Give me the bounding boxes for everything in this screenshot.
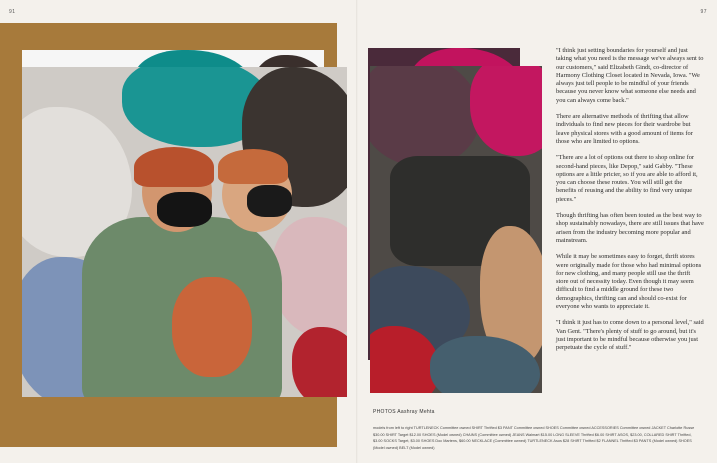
article-paragraph: "There are a lot of options out there to shop online for second-hand pieces, like Depop," said Gabby. "These options are a little pricier, so if you are able to afford it, you can choose these routes. You will still get the benefits of reusing and the ability to find very unique pieces." [556, 154, 698, 203]
photo-credit: PHOTOS Aashray Mehta [373, 409, 435, 415]
left-page-number: 91 [9, 9, 16, 15]
article-text [556, 47, 704, 361]
clothing-credits: models from left to right TURTLENECK Committee owned SHIRT Thrifted $3 PANT Committee owned SHOES Committee owned ACCESSORIES Committee owned JACKET Charlotte Russe $30.00 SHIRT Target $12.00 SHOES (Model owned) CHAINS (Committee owned) JEANS Walmart $15.00 LONG SLEEVE Thrifted $6.00 SHIRT ASOS, $23.00, COLLARED SHIRT Thrifted, $3.00 SOCKS Target, $3.00 SHOES Doc Martens, $60.00 NECKLACE (Committee owned) TURTLENECK Asos $28 SHIRT Thrifted $2 FLANNEL Thrifted $3 PANTS (Model owned) SHOES (Model owned) BELT (Model owned) [373, 426, 695, 450]
article-paragraph: While it may be sometimes easy to forget, thrift stores were originally made for those who had minimal options for new clothing, and many people still use the thrift store out of necessity today. Even though it may seem difficult to find a middle ground for these two demographics, thrifting can and should co-exist for everyone who wants to appreciate it. [556, 253, 702, 311]
right-page-number: 97 [700, 9, 707, 15]
article-paragraph: "I think it just has to come down to a personal level," said Van Gent. "There's plenty of stuff to go around, but it's just important to be mindful because otherwise you just perpetuate the cycle of stuff." [556, 319, 704, 352]
article-paragraph: There are alternative methods of thrifting that allow individuals to find new pieces for their wardrobe but leave physical stores with a good amount of items for those who are limited to options. [556, 113, 693, 145]
article-paragraph: Though thrifting has often been touted as the best way to shop sustainably nowadays, there are still issues that have arisen from the industry becoming more popular and mainstream. [556, 212, 704, 244]
article-paragraph: "I think just setting boundaries for yourself and just taking what you need is the message we've always sent to our customers," said Elizabeth Gindt, co-director of Harmony Clothing Closet located in Nevada, Iowa. "We always just tell people to be mindful of your friends because you never know what someone else needs and you can always come back." [556, 47, 704, 104]
left-photo-models [22, 67, 347, 397]
page-gutter [356, 0, 358, 463]
right-photo-clothes [370, 66, 542, 393]
